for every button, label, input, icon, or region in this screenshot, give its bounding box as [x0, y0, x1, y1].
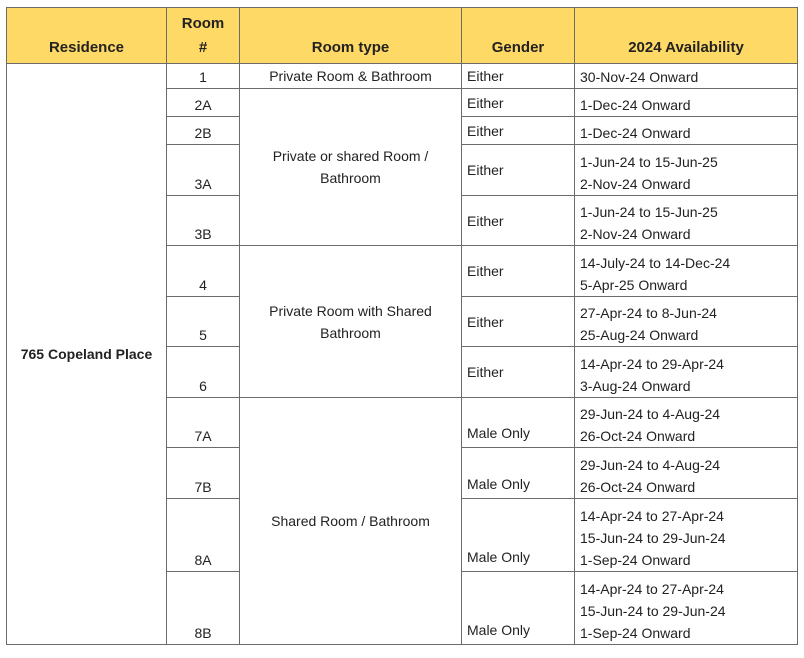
residence-cell: 765 Copeland Place — [7, 64, 167, 645]
availability-cell — [575, 89, 798, 117]
gender-cell: Either — [462, 347, 575, 398]
room-number-cell: 7B — [167, 448, 240, 499]
table-row — [7, 64, 798, 89]
gender-cell: Either — [462, 196, 575, 246]
availability-line: 14-Apr-24 to 27-Apr-24 — [580, 508, 724, 524]
gender-cell: Either — [462, 89, 575, 117]
availability-line: 1-Sep-24 Onward — [580, 552, 691, 568]
header-row — [7, 8, 798, 64]
room-number-cell: 2A — [167, 89, 240, 117]
availability-line: 15-Jun-24 to 29-Jun-24 — [580, 530, 726, 546]
room-type-cell: Private or shared Room / Bathroom — [240, 89, 462, 246]
header-gender: Gender — [462, 8, 575, 64]
availability-line: 5-Apr-25 Onward — [580, 277, 688, 293]
availability-line: 14-July-24 to 14-Dec-24 — [580, 255, 731, 271]
gender-cell: Male Only — [462, 499, 575, 572]
gender-cell: Male Only — [462, 572, 575, 645]
availability-line: 2-Nov-24 Onward — [580, 226, 691, 242]
room-number-cell: 3A — [167, 145, 240, 196]
room-number-cell: 2B — [167, 117, 240, 145]
availability-line: 15-Jun-24 to 29-Jun-24 — [580, 603, 726, 619]
room-number-cell: 3B — [167, 196, 240, 246]
header-room-number: Room # — [167, 8, 240, 64]
gender-cell: Male Only — [462, 448, 575, 499]
availability-line: 26-Oct-24 Onward — [580, 479, 696, 495]
room-number-cell: 8A — [167, 499, 240, 572]
availability-line: 1-Dec-24 Onward — [580, 97, 691, 113]
room-number-cell: 8B — [167, 572, 240, 645]
header-residence: Residence — [7, 8, 167, 64]
availability-cell — [575, 448, 798, 499]
availability-line: 25-Aug-24 Onward — [580, 327, 699, 343]
gender-cell: Either — [462, 117, 575, 145]
availability-line: 27-Apr-24 to 8-Jun-24 — [580, 305, 717, 321]
availability-line: 26-Oct-24 Onward — [580, 428, 696, 444]
availability-cell — [575, 499, 798, 572]
availability-cell — [575, 145, 798, 196]
room-number-cell: 5 — [167, 297, 240, 347]
availability-line: 3-Aug-24 Onward — [580, 378, 691, 394]
room-type-cell: Private Room with Shared Bathroom — [240, 246, 462, 398]
availability-line: 14-Apr-24 to 29-Apr-24 — [580, 356, 724, 372]
gender-cell: Male Only — [462, 398, 575, 448]
availability-cell — [575, 347, 798, 398]
availability-line: 1-Jun-24 to 15-Jun-25 — [580, 204, 718, 220]
availability-cell — [575, 64, 798, 89]
availability-line: 1-Dec-24 Onward — [580, 125, 691, 141]
availability-cell — [575, 117, 798, 145]
availability-cell — [575, 297, 798, 347]
room-type-cell: Private Room & Bathroom — [240, 64, 462, 89]
gender-cell: Either — [462, 145, 575, 196]
availability-line: 1-Sep-24 Onward — [580, 625, 691, 641]
room-number-cell: 6 — [167, 347, 240, 398]
availability-line: 14-Apr-24 to 27-Apr-24 — [580, 581, 724, 597]
availability-line: 2-Nov-24 Onward — [580, 176, 691, 192]
gender-cell: Either — [462, 246, 575, 297]
availability-cell — [575, 572, 798, 645]
availability-line: 29-Jun-24 to 4-Aug-24 — [580, 406, 721, 422]
room-number-cell: 7A — [167, 398, 240, 448]
availability-line: 1-Jun-24 to 15-Jun-25 — [580, 154, 718, 170]
gender-cell: Either — [462, 64, 575, 89]
availability-cell — [575, 196, 798, 246]
availability-line: 30-Nov-24 Onward — [580, 69, 699, 85]
gender-cell: Either — [462, 297, 575, 347]
room-number-cell: 4 — [167, 246, 240, 297]
header-room-type: Room type — [240, 8, 462, 64]
room-number-cell: 1 — [167, 64, 240, 89]
header-availability: 2024 Availability — [575, 8, 798, 64]
availability-cell — [575, 398, 798, 448]
availability-table — [6, 7, 798, 645]
availability-line: 29-Jun-24 to 4-Aug-24 — [580, 457, 721, 473]
availability-cell — [575, 246, 798, 297]
room-type-cell: Shared Room / Bathroom — [240, 398, 462, 645]
